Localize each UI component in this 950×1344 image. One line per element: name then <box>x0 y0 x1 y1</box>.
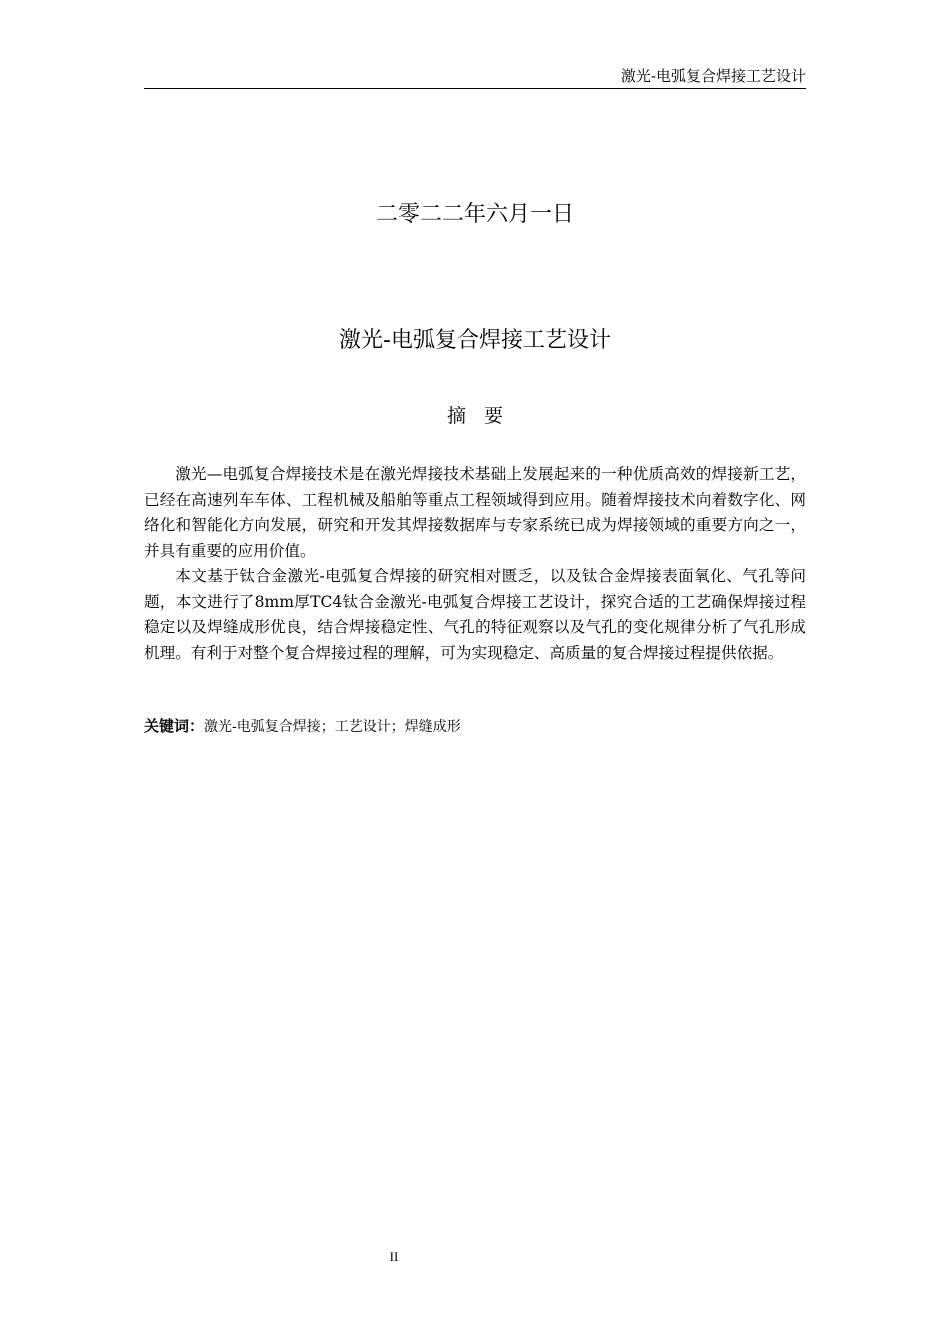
keywords-line <box>144 715 806 738</box>
document-title: 激光-电弧复合焊接工艺设计 <box>339 328 611 353</box>
abstract-paragraph-1: 激光—电弧复合焊接技术是在激光焊接技术基础上发展起来的一种优质高效的焊接新工艺，已经在高速列车车体、工程机械及船舶等重点工程领域得到应用。随着焊接技术向着数字化、网络化和智能化方向发展，研究和开发其焊接数据库与专家系统已成为焊接领域的重要方向之一，并具有重要的应用价值。 <box>144 465 806 560</box>
keywords-label: 关键词： <box>144 717 205 735</box>
abstract-heading: 摘要 <box>446 405 521 427</box>
running-header <box>144 66 806 89</box>
abstract-paragraph-2: 本文基于钛合金激光-电弧复合焊接的研究相对匮乏，以及钛合金焊接表面氧化、气孔等问题，本文进行了8mm厚TC4钛合金激光-电弧复合焊接工艺设计，探究合适的工艺确保焊接过程稳定以及焊缝成形优良，结合焊接稳定性、气孔的特征观察以及气孔的变化规律分析了气孔形成机理。有利于对整个复合焊接过程的理解，可为实现稳定、高质量的复合焊接过程提供依据。 <box>144 567 806 662</box>
page-number: II <box>389 1249 399 1264</box>
keywords-text: 激光-电弧复合焊接；工艺设计；焊缝成形 <box>204 719 461 735</box>
running-header-title: 激光-电弧复合焊接工艺设计 <box>620 67 806 85</box>
abstract-body <box>144 462 806 666</box>
cover-date: 二零二二年六月一日 <box>375 202 574 227</box>
